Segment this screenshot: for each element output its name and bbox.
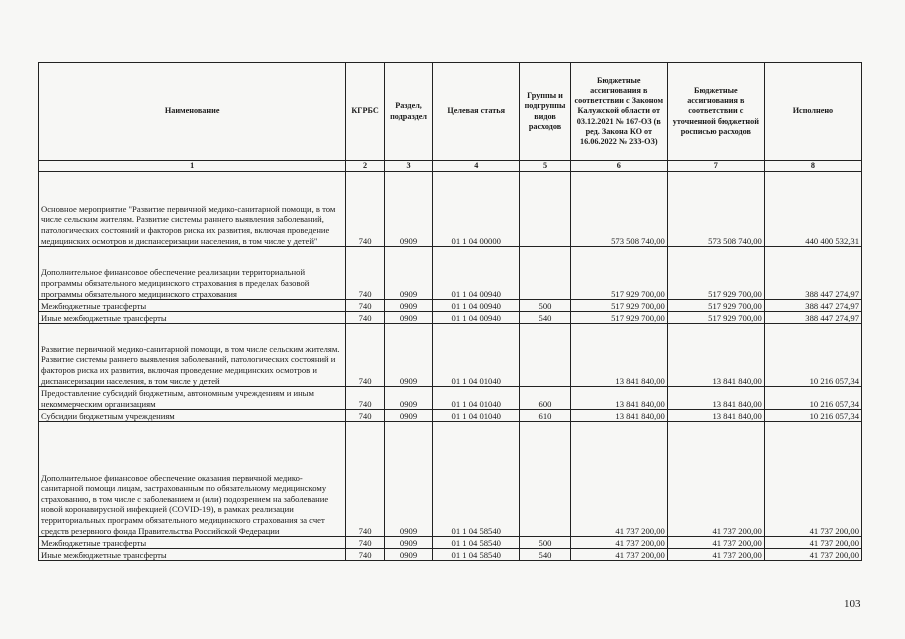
- header-kgrbs: КГРБС: [346, 63, 384, 161]
- header-done: Исполнено: [764, 63, 861, 161]
- row-done: 10 216 057,34: [764, 410, 861, 422]
- row-kgrbs: 740: [346, 537, 384, 549]
- row-assign-refined: 517 929 700,00: [667, 312, 764, 324]
- row-target: 01 1 04 58540: [433, 422, 520, 537]
- row-assign-refined: 517 929 700,00: [667, 247, 764, 300]
- row-name: Основное мероприятие "Развитие первичной медико-санитарной помощи, в том числе сельским жителям. Развитие системы раннего выявления заболеваний, патологических состояний и факторов риска их развития, включая проведение медицинских осмотров и диспансеризации населения, в том числе у детей": [39, 172, 346, 247]
- row-name: Межбюджетные трансферты: [39, 537, 346, 549]
- row-section: 0909: [384, 172, 433, 247]
- row-group: 540: [520, 549, 571, 561]
- row-target: 01 1 04 01040: [433, 387, 520, 410]
- row-group: 540: [520, 312, 571, 324]
- row-section: 0909: [384, 247, 433, 300]
- row-target: 01 1 04 01040: [433, 324, 520, 387]
- row-section: 0909: [384, 300, 433, 312]
- col-number: 8: [764, 161, 861, 172]
- row-assign-law: 41 737 200,00: [570, 537, 667, 549]
- table-row: [39, 537, 862, 549]
- row-kgrbs: 740: [346, 300, 384, 312]
- row-done: 41 737 200,00: [764, 549, 861, 561]
- table-row: [39, 387, 862, 410]
- row-kgrbs: 740: [346, 410, 384, 422]
- row-done: 440 400 532,31: [764, 172, 861, 247]
- row-name: Дополнительное финансовое обеспечение реализации территориальной программы обязательного медицинского страхования в пределах базовой программы обязательного медицинского страхования: [39, 247, 346, 300]
- row-group: 600: [520, 387, 571, 410]
- row-kgrbs: 740: [346, 549, 384, 561]
- row-done: 10 216 057,34: [764, 387, 861, 410]
- table-row: [39, 324, 862, 387]
- row-name: Дополнительное финансовое обеспечение оказания первичной медико-санитарной помощи лицам, застрахованным по обязательному медицинскому страхованию, в том числе с заболеванием и (или) подозрением на заболевание новой коронавирусной инфекцией (COVID-19), в рамках реализации территориальных программ обязательного медицинского страхования за счет средств резервного фонда Правительства Российской Федерации: [39, 422, 346, 537]
- row-section: 0909: [384, 312, 433, 324]
- col-number: 4: [433, 161, 520, 172]
- table-row: [39, 410, 862, 422]
- table-row: [39, 422, 862, 537]
- row-assign-law: 13 841 840,00: [570, 324, 667, 387]
- row-name: Развитие первичной медико-санитарной помощи, в том числе сельским жителям. Развитие системы раннего выявления заболеваний, патологических состояний и факторов риска их развития, включая проведение медицинских осмотров и диспансеризации населения, в том числе у детей: [39, 324, 346, 387]
- row-assign-law: 41 737 200,00: [570, 422, 667, 537]
- row-target: 01 1 04 58540: [433, 549, 520, 561]
- row-name: Иные межбюджетные трансферты: [39, 312, 346, 324]
- row-assign-refined: 13 841 840,00: [667, 324, 764, 387]
- row-section: 0909: [384, 387, 433, 410]
- row-done: 41 737 200,00: [764, 422, 861, 537]
- table-row: [39, 172, 862, 247]
- col-number: 5: [520, 161, 571, 172]
- row-kgrbs: 740: [346, 312, 384, 324]
- row-target: 01 1 04 00940: [433, 312, 520, 324]
- header-name: Наименование: [39, 63, 346, 161]
- row-section: 0909: [384, 422, 433, 537]
- header-assign-law: Бюджетные ассигнования в соответствии с Законом Калужской области от 03.12.2021 № 167-ОЗ (в ред. Закона КО от 16.06.2022 № 233-ОЗ): [570, 63, 667, 161]
- row-done: 41 737 200,00: [764, 537, 861, 549]
- row-name: Межбюджетные трансферты: [39, 300, 346, 312]
- row-section: 0909: [384, 324, 433, 387]
- row-assign-law: 517 929 700,00: [570, 312, 667, 324]
- row-group: 610: [520, 410, 571, 422]
- row-kgrbs: 740: [346, 324, 384, 387]
- header-section: Раздел, подраздел: [384, 63, 433, 161]
- row-group: [520, 324, 571, 387]
- col-number: 2: [346, 161, 384, 172]
- row-assign-refined: 13 841 840,00: [667, 410, 764, 422]
- row-kgrbs: 740: [346, 422, 384, 537]
- row-assign-law: 41 737 200,00: [570, 549, 667, 561]
- row-assign-law: 517 929 700,00: [570, 247, 667, 300]
- row-group: [520, 172, 571, 247]
- row-kgrbs: 740: [346, 172, 384, 247]
- row-assign-law: 517 929 700,00: [570, 300, 667, 312]
- table-row: [39, 549, 862, 561]
- row-target: 01 1 04 00940: [433, 300, 520, 312]
- row-assign-law: 573 508 740,00: [570, 172, 667, 247]
- header-groups: Группы и подгруппы видов расходов: [520, 63, 571, 161]
- row-done: 388 447 274,97: [764, 300, 861, 312]
- col-number: 7: [667, 161, 764, 172]
- row-group: 500: [520, 537, 571, 549]
- row-assign-law: 13 841 840,00: [570, 387, 667, 410]
- row-group: [520, 247, 571, 300]
- table-row: [39, 300, 862, 312]
- row-assign-refined: 41 737 200,00: [667, 422, 764, 537]
- row-name: Иные межбюджетные трансферты: [39, 549, 346, 561]
- row-target: 01 1 04 00000: [433, 172, 520, 247]
- table-row: [39, 247, 862, 300]
- header-target: Целевая статья: [433, 63, 520, 161]
- row-kgrbs: 740: [346, 247, 384, 300]
- row-kgrbs: 740: [346, 387, 384, 410]
- header-assign-refined: Бюджетные ассигнования в соответствии с уточненной бюджетной росписью расходов: [667, 63, 764, 161]
- page-number: 103: [844, 598, 861, 610]
- row-assign-refined: 573 508 740,00: [667, 172, 764, 247]
- col-number: 3: [384, 161, 433, 172]
- budget-table: [38, 62, 862, 561]
- row-assign-refined: 517 929 700,00: [667, 300, 764, 312]
- row-done: 10 216 057,34: [764, 324, 861, 387]
- row-group: [520, 422, 571, 537]
- table-row: [39, 312, 862, 324]
- row-group: 500: [520, 300, 571, 312]
- row-target: 01 1 04 01040: [433, 410, 520, 422]
- col-number: 6: [570, 161, 667, 172]
- row-done: 388 447 274,97: [764, 247, 861, 300]
- row-section: 0909: [384, 410, 433, 422]
- row-target: 01 1 04 58540: [433, 537, 520, 549]
- row-assign-refined: 13 841 840,00: [667, 387, 764, 410]
- col-number: 1: [39, 161, 346, 172]
- row-assign-refined: 41 737 200,00: [667, 537, 764, 549]
- row-target: 01 1 04 00940: [433, 247, 520, 300]
- row-section: 0909: [384, 537, 433, 549]
- row-assign-refined: 41 737 200,00: [667, 549, 764, 561]
- row-name: Субсидии бюджетным учреждениям: [39, 410, 346, 422]
- row-section: 0909: [384, 549, 433, 561]
- row-assign-law: 13 841 840,00: [570, 410, 667, 422]
- row-name: Предоставление субсидий бюджетным, автономным учреждениям и иным некоммерческим организациям: [39, 387, 346, 410]
- row-done: 388 447 274,97: [764, 312, 861, 324]
